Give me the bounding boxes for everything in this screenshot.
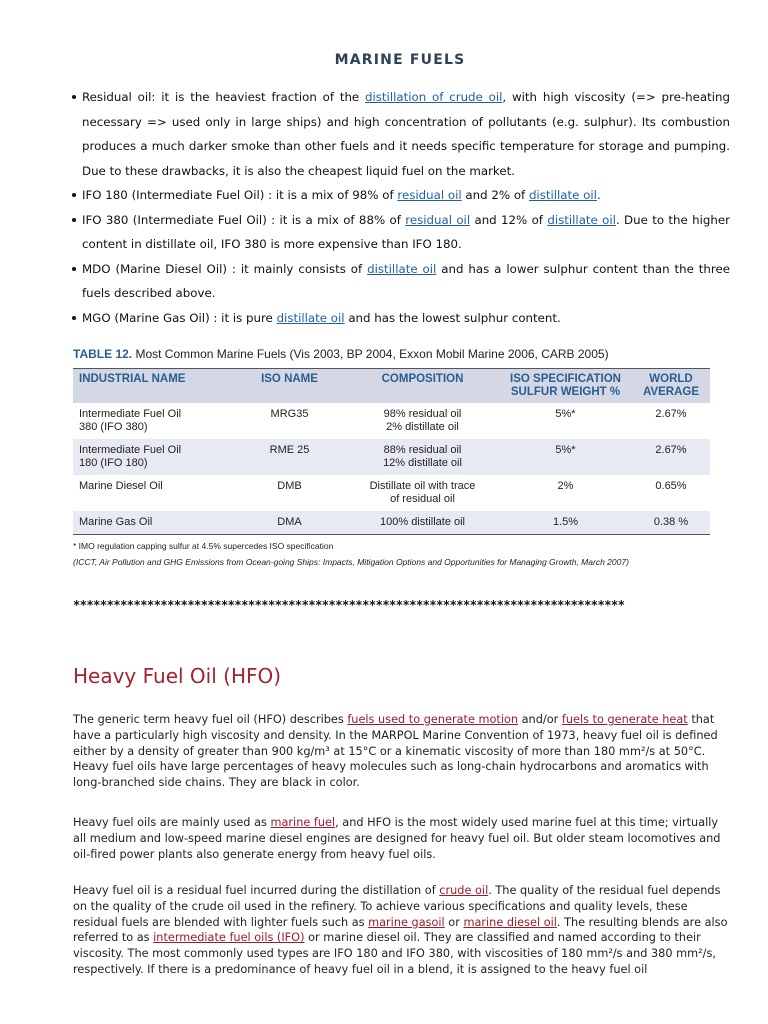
- cell-industrial-name: Intermediate Fuel Oil 180 (IFO 180): [73, 439, 233, 475]
- list-item-mgo: MGO (Marine Gas Oil) : it is pure distillate oil and has the lowest sulphur content.: [70, 306, 730, 331]
- cell-industrial-name: Marine Gas Oil: [73, 511, 233, 535]
- cell-industrial-name: Marine Diesel Oil: [79, 480, 163, 492]
- link-fuels-used-to-generate-motion[interactable]: fuels used to generate motion: [347, 713, 519, 726]
- table-number: TABLE 12.: [73, 347, 133, 361]
- link-crude-oil[interactable]: crude oil: [439, 884, 489, 897]
- section-heading-hfo: Heavy Fuel Oil (HFO): [73, 664, 282, 688]
- cell-sulfur-spec: 2%: [557, 480, 574, 492]
- cell-composition: Distillate oil with trace of residual oil: [369, 480, 476, 505]
- cell-industrial-name: Intermediate Fuel Oil 380 (IFO 380): [79, 408, 182, 433]
- fuel-types-list: [70, 85, 730, 330]
- bullet-icon: [72, 193, 76, 197]
- paragraph-hfo-production: Heavy fuel oil is a residual fuel incurred during the distillation of crude oil. The quality of the residual fuel depends on the quality of the crude oil used in the refinery. To achieve various specifications and quality levels, these residual fuels are blended with lighter fuels such as marine gasoil or marine diesel oil. The resulting blends are also referred to as intermediate fuel oils (IFO) or marine diesel oil. They are classified and named according to their viscosity. The most commonly used types are IFO 180 and IFO 380, with viscosities of 180 mm²/s and 380 mm²/s, respectively. If there is a predominance of heavy fuel oil in a blend, it is assigned to the heavy fuel oil: [73, 884, 728, 976]
- bullet-icon: [72, 267, 76, 271]
- list-item-residual-oil: Residual oil: it is the heaviest fraction of the distillation of crude oil, with high viscosity (=> pre-heating necessary => used only in large ships) and high concentration of pollutants (e.g. sulphur). Its combustion produces a much darker smoke than other fuels and it needs specific temperature for storage and pumping. Due to these drawbacks, it is also the cheapest liquid fuel on the market.: [70, 85, 730, 183]
- marine-fuels-table: [73, 368, 710, 535]
- cell-composition: 88% residual oil 12% distillate oil: [346, 439, 499, 475]
- cell-world-average: 0.38 %: [632, 511, 710, 535]
- list-item-ifo-180: IFO 180 (Intermediate Fuel Oil) : it is a mix of 98% of residual oil and 2% of distillate oil.: [70, 183, 730, 208]
- bullet-icon: [72, 316, 76, 320]
- bullet-icon: [72, 218, 76, 222]
- section-separator: **********************************************************************************: [73, 598, 625, 612]
- cell-iso-name: MRG35: [270, 408, 309, 420]
- link-residual-oil[interactable]: residual oil: [397, 188, 462, 202]
- cell-world-average: 2.67%: [655, 408, 687, 420]
- page-title: MARINE FUELS: [334, 52, 466, 68]
- link-distillate-oil[interactable]: distillate oil: [276, 310, 345, 325]
- table-header-row: [73, 369, 710, 404]
- header-iso-specification: ISO SPECIFICATION SULFUR WEIGHT %: [499, 369, 632, 404]
- paragraph-hfo-usage: Heavy fuel oils are mainly used as marine fuel, and HFO is the most widely used marine fuel at this time; virtually all medium and low-speed marine diesel engines are designed for heavy fuel oil. But older steam locomotives and oil-fired power plants also generate energy from heavy fuel oils.: [73, 816, 721, 861]
- cell-sulfur-spec: 5%*: [499, 439, 632, 475]
- table-source: (ICCT, Air Pollution and GHG Emissions from Ocean-going Ships: Impacts, Mitigation Options and Opportunities for Managing Growth, March 2007): [73, 557, 629, 567]
- link-distillate-oil[interactable]: distillate oil: [547, 212, 616, 227]
- cell-composition: 100% distillate oil: [346, 511, 499, 535]
- paragraph-hfo-definition: The generic term heavy fuel oil (HFO) describes fuels used to generate motion and/or fuels to generate heat that have a particularly high viscosity and density. In the MARPOL Marine Convention of 1973, heavy fuel oil is defined either by a density of greater than 900 kg/m³ at 15°C or a kinematic viscosity of more than 180 mm²/s at 50°C. Heavy fuel oils have large percentages of heavy molecules such as long-chain hydrocarbons and aromatics with long-branched side chains. They are black in color.: [73, 713, 718, 790]
- link-marine-fuel[interactable]: marine fuel: [270, 816, 336, 829]
- link-distillate-oil[interactable]: distillate oil: [528, 188, 597, 202]
- link-residual-oil[interactable]: residual oil: [405, 212, 471, 227]
- cell-iso-name: DMA: [233, 511, 346, 535]
- cell-composition: 98% residual oil 2% distillate oil: [383, 408, 462, 433]
- cell-world-average: 0.65%: [655, 480, 687, 492]
- cell-sulfur-spec: 5%*: [555, 408, 576, 420]
- link-fuels-to-generate-heat[interactable]: fuels to generate heat: [561, 713, 688, 726]
- table-row: [73, 511, 710, 535]
- header-world-average: WORLD AVERAGE: [632, 369, 710, 404]
- cell-sulfur-spec: 1.5%: [499, 511, 632, 535]
- table-footnote: * IMO regulation capping sulfur at 4.5% supercedes ISO specification: [73, 541, 334, 551]
- link-distillate-oil[interactable]: distillate oil: [367, 261, 437, 276]
- header-composition: COMPOSITION: [346, 369, 499, 404]
- link-marine-diesel-oil[interactable]: marine diesel oil: [463, 915, 557, 929]
- table-row: [73, 439, 710, 475]
- list-item-mdo: MDO (Marine Diesel Oil) : it mainly consists of distillate oil and has a lower sulphur content than the three fuels described above.: [70, 257, 730, 306]
- cell-iso-name: RME 25: [233, 439, 346, 475]
- table-row: [73, 403, 710, 439]
- header-industrial-name: INDUSTRIAL NAME: [73, 369, 233, 404]
- table-row: [73, 475, 710, 511]
- list-item-ifo-380: IFO 380 (Intermediate Fuel Oil) : it is a mix of 88% of residual oil and 12% of distillate oil. Due to the higher content in distillate oil, IFO 380 is more expensive than IFO 180.: [70, 208, 730, 257]
- table-caption: [73, 347, 609, 361]
- cell-world-average: 2.67%: [632, 439, 710, 475]
- header-iso-name: ISO NAME: [233, 369, 346, 404]
- bullet-icon: [72, 95, 76, 99]
- table-caption-text: Most Common Marine Fuels (Vis 2003, BP 2004, Exxon Mobil Marine 2006, CARB 2005): [132, 347, 609, 361]
- cell-iso-name: DMB: [277, 480, 302, 492]
- link-marine-gasoil[interactable]: marine gasoil: [368, 915, 445, 929]
- link-intermediate-fuel-oils[interactable]: intermediate fuel oils (IFO): [153, 931, 305, 945]
- link-distillation-of-crude-oil[interactable]: distillation of crude oil: [365, 90, 503, 104]
